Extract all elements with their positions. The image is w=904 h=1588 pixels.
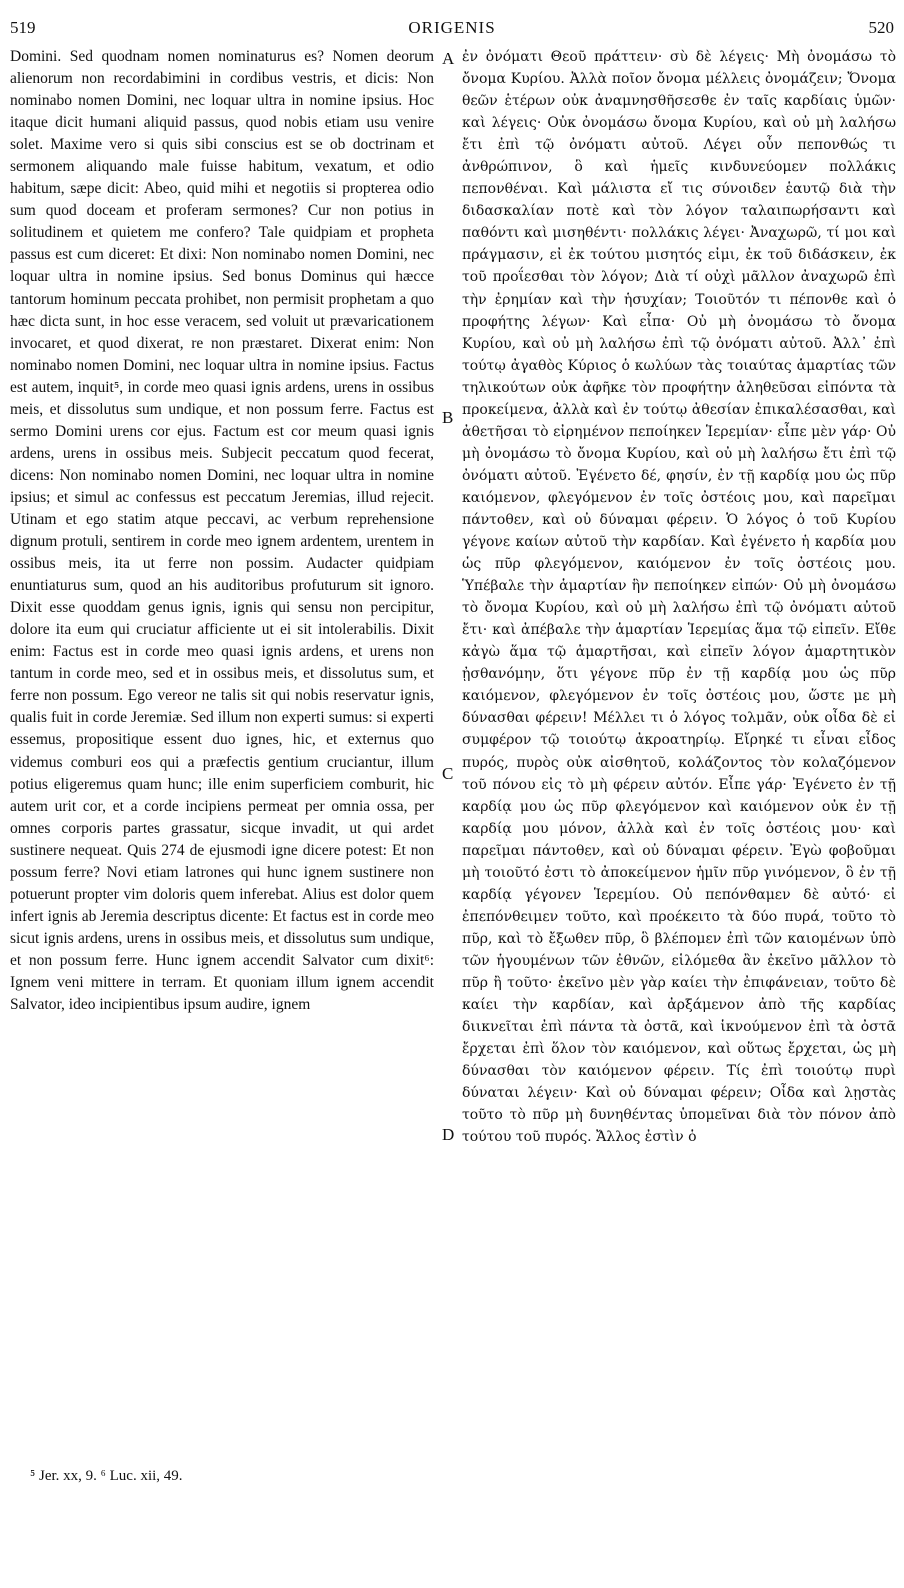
page-number-right: 520 bbox=[868, 18, 894, 37]
greek-column bbox=[462, 46, 896, 1451]
margin-marker-b: B bbox=[442, 408, 454, 427]
latin-column bbox=[10, 46, 434, 1451]
margin-marker-c: C bbox=[442, 764, 454, 783]
latin-text: Domini. Sed quodnam nomen nominaturus es? Nomen deorum alienorum non recordabimini in cordibus vestris, et dicis: Non nominabo nomen Domini, nec loquar ultra in nomine ipsius. Hoc itaque dicit humani aliquid passus, quod nobis etiam usu venire solet. Maxime vero si quis sibi conscius est se ob doctrinam et sermonem aliquando male fuisse habitum, vexatum, et odio habitum, sæpe dicit: Abeo, quid mihi et negotiis si propterea odio sum quod doceam et proferam sermones? Cur non potius in solitudinem et quietem me confero? Tale quidpiam et propheta passus est cum diceret: Et dixi: Non nominabo nomen Domini, nec loquar ultra in nomine ipsius. Sed bonus Dominus qui hæcce tantorum hominum peccata prohibet, non permisit prophetam a quo hæc dicta sunt, in hoc esse veracem, sed voluit ut prævaricationem invocaret, et quod dixerat, re non præstaret. Dixerat enim: Non nominabo nomen Domini, nec loquar ultra in nomine ipsius. Factus est autem, inquit⁵, in corde meo quasi ignis ardens, urens in ossibus meis, et dissolutus sum undique, et non possum ferre. Factus est sermo Domini urens cor ejus. Factum est cor meum quasi ignis ardens, urens in ossibus meis. Subjecit peccatum quod fecerat, dicens: Non nominabo nomen Domini, nec loquar ultra in nomine ipsius; et simul ac confessus est peccatum Jeremias, illud rejecit. Utinam et ego statim atque peccavi, ac verbum reprehensione dignum protuli, sentirem in corde meo ignem ardentem, urentem in ossibus meis, ita ut ferre non possim. Audacter quidpiam enuntiaturus sum, quod an his auditoribus profuturum sit ignoro. Dixit esse quoddam genus ignis, ignis qui sensu non percipitur, dolore ita eum qui cruciatur afficiente ut ei sit intolerabilis. Dixit enim: Factus est in corde meo quasi ignis ardens, et urens non tantum in corde meo, sed et in ossibus meis, et dissolutus sum, et ferre non possum. Ego vereor ne talis sit qui nobis reservatur ignis, qualis fuit in corde Jeremiæ. Sed illum non experti sumus: si experti essemus, propositique essent duo ignes, hic, et externus quo videmus comburi eos qui a præfectis gentium cruciantur, illum potius eligeremus quam hunc; ille enim superficiem comburit, hic autem urit cor, et a corde incipiens permeat per omnia ossa, per omnes corporis partes grassatur, sicque invadit, ut qui ardet sustinere nequeat. Quis 274 de ejusmodi igne dicere potest: Et non possum ferre? Novi etiam latrones qui hunc ignem sustinere non potuerunt propter vim doloris quem inferebat. Alius est dolor quem infert ignis ab Jeremia descriptus dicente: Et factus est in corde meo sicut ignis ardens, urens in ossibus meis, et dissolutus sum undique, et non possum ferre. Hunc ignem accendit Salvator cum dixit⁶: Ignem veni mittere in terram. Et quoniam illum ignem accendit Salvator, ideo incipientibus ipsum audire, ignem bbox=[10, 48, 434, 1014]
margin-marker-a: A bbox=[442, 49, 455, 68]
greek-text: ἐν ὀνόματι Θεοῦ πράττειν· σὺ δὲ λέγεις· Μὴ ὀνομάσω τὸ ὄνομα Κυρίου. Ἀλλὰ ποῖον ὄνομα μέλλεις ὀνομάζειν; Ὄνομα θεῶν ἑτέρων οὐκ ἀναμνησθῆσεσθε ἐν ταῖς καρδίαις ὑμῶν· καὶ λέγεις· Οὐκ ὀνομάσω ὄνομα Κυρίου, καὶ οὐ μὴ λαλήσω ἔτι ἐπὶ τῷ ὀνόματι αὐτοῦ. Λέγει οὖν πεπονθώς τι ἀνθρώπινον, ὃ καὶ ἡμεῖς κινδυνεύομεν πολλάκις πεπονθέναι. Καὶ μάλιστα εἴ τις σύνοιδεν ἑαυτῷ διὰ τὴν διδασκαλίαν ποτὲ καὶ τὸν λόγον ταλαιπωρήσαντι καὶ παθόντι καὶ μισηθέντι· πολλάκις λέγει· Ἀναχωρῶ, τί μοι καὶ πράγμασιν, εἰ ἐκ τούτου μισητός εἰμι, ἐκ τοῦ διδάσκειν, ἐκ τοῦ προΐεσθαι τὸν λόγον; Διὰ τί οὐχὶ μᾶλλον ἀναχωρῶ ἐπὶ τὴν ἐρημίαν καὶ τὴν ἡσυχίαν; Τοιοῦτόν τι πέπονθε καὶ ὁ προφήτης λέγων· Καὶ εἶπα· Οὐ μὴ ὀνομάσω τὸ ὄνομα Κυρίου, καὶ οὐ μὴ λαλήσω ἐπὶ τῷ ὀνόματι αὐτοῦ. Ἀλλ᾽ ἐπὶ τούτῳ ἀγαθὸς Κύριος ὁ κωλύων τὰς τοιαύτας ἁμαρτίας τῶν τηλικούτων οὐκ ἀφῆκε τὸν προφήτην ἀληθεῦσαι εἰπόντα τὰ προκείμενα, ἀλλὰ καὶ ἐν τούτῳ ἀθεσίαν ἐπικαλέσασθαι, καὶ ἀθετῆσαι τὸ εἰρημένον πεποίηκεν Ἱερεμίαν· εἶπε μὲν γάρ· Οὐ μὴ ὀνομάσω τὸ ὄνομα Κυρίου, καὶ οὐ μὴ λαλήσω ἔτι ἐπὶ τῷ ὀνόματι αὐτοῦ. Ἐγένετο δέ, φησίν, ἐν τῇ καρδίᾳ μου ὡς πῦρ καιόμενον, φλεγόμενον ἐν τοῖς ὀστέοις μου, καὶ παρεῖμαι πάντοθεν, καὶ οὐ δύναμαι φέρειν. Ὁ λόγος ὁ τοῦ Κυρίου γέγονε καίων αὐτοῦ τὴν καρδίαν. Καὶ ἐγένετο ἡ καρδία μου ὡς πῦρ φλεγόμενον, καιόμενον ἐν τοῖς ὀστέοις μου. Ὑπέβαλε τὴν ἁμαρτίαν ἣν πεποίηκεν εἰπών· Οὐ μὴ ὀνομάσω τὸ ὄνομα Κυρίου, καὶ οὐ μὴ λαλήσω ἐπὶ τῷ ὀνόματι αὐτοῦ ἔτι· καὶ ἀπέβαλε τὴν ἁμαρτίαν Ἱερεμίας ἅμα τῷ εἰπεῖν. Εἴθε κἀγὼ ἅμα τῷ ἁμαρτῆσαι, καὶ εἰπεῖν λόγον ἁμαρτητικὸν ᾐσθανόμην, ὅτι γέγονε πῦρ ἐν τῇ καρδίᾳ μου ὡς πῦρ καιόμενον, φλεγόμενον ἐν τοῖς ὀστέοις μου, ὥστε με μὴ δύνασθαι φέρειν! Μέλλει τι ὁ λόγος τολμᾶν, οὐκ οἶδα δὲ εἰ συμφέρον τῷ τοιούτῳ ἀκροατηρίῳ. Εἴρηκέ τι εἶναι εἶδος πυρός, πυρὸς οὐκ αἰσθητοῦ, κολάζοντος τὸν κολαζόμενον τοῦ πόνου εἰς τὸ μὴ φέρειν αὐτόν. Εἶπε γάρ· Ἐγένετο ἐν τῇ καρδίᾳ μου ὡς πῦρ φλεγόμενον καὶ καιόμενον οὐκ ἐν τῇ καρδίᾳ μου μόνον, ἀλλὰ καὶ ἐν τοῖς ὀστέοις μου· καὶ παρεῖμαι πάντοθεν, καὶ οὐ δύναμαι φέρειν. Ἐγὼ φοβοῦμαι μὴ τοιοῦτό ἐστι τὸ ἀποκείμενον ἡμῖν πῦρ γινόμενον, ὃ ἐν τῇ καρδίᾳ γέγονεν Ἱερεμίου. Οὐ πεπόνθαμεν δὲ αὐτό· εἰ ἐπεπόνθειμεν τοῦτο, καὶ προέκειτο τὰ δύο πυρά, τοῦτο τὸ πῦρ, καὶ τὸ ἔξωθεν πῦρ, ὃ βλέπομεν ἐπὶ τῶν καιομένων ὑπὸ τῶν ἡγουμένων τῶν ἐθνῶν, εἱλόμεθα ἂν ἐκεῖνο μᾶλλον τὸ πῦρ ἢ τοῦτο· ἐκεῖνο μὲν γὰρ καίει τὴν ἐπιφάνειαν, τοῦτο δὲ καίει τὴν καρδίαν, καὶ ἀρξάμενον ἀπὸ τῆς καρδίας διικνεῖται ἐπὶ πάντα τὰ ὀστᾶ, καὶ ἱκνούμενον ἐπὶ τὰ ὀστᾶ ἔρχεται ἐπὶ ὅλον τὸν καιόμενον, καὶ οὕτως ἔρχεται, ὡς μὴ δύνασθαι τὸν καιόμενον φέρειν. Τίς ἐπὶ τοιούτῳ πυρὶ δύναται λέγειν· Καὶ οὐ δύναμαι φέρειν; Οἶδα καὶ λῃστὰς τοῦτο τὸ πῦρ μὴ δυνηθέντας ὑπομεῖναι διὰ τὸν πόνον ἀπὸ τούτου τοῦ πυρός. Ἄλλος ἐστὶν ὁ bbox=[462, 49, 896, 1146]
footnotes: ⁵ Jer. xx, 9. ⁶ Luc. xii, 49. bbox=[30, 1468, 183, 1484]
page-number-left: 519 bbox=[10, 18, 36, 37]
margin-marker-d: D bbox=[442, 1125, 455, 1144]
running-title: ORIGENIS bbox=[408, 18, 496, 37]
page-header bbox=[10, 18, 894, 44]
